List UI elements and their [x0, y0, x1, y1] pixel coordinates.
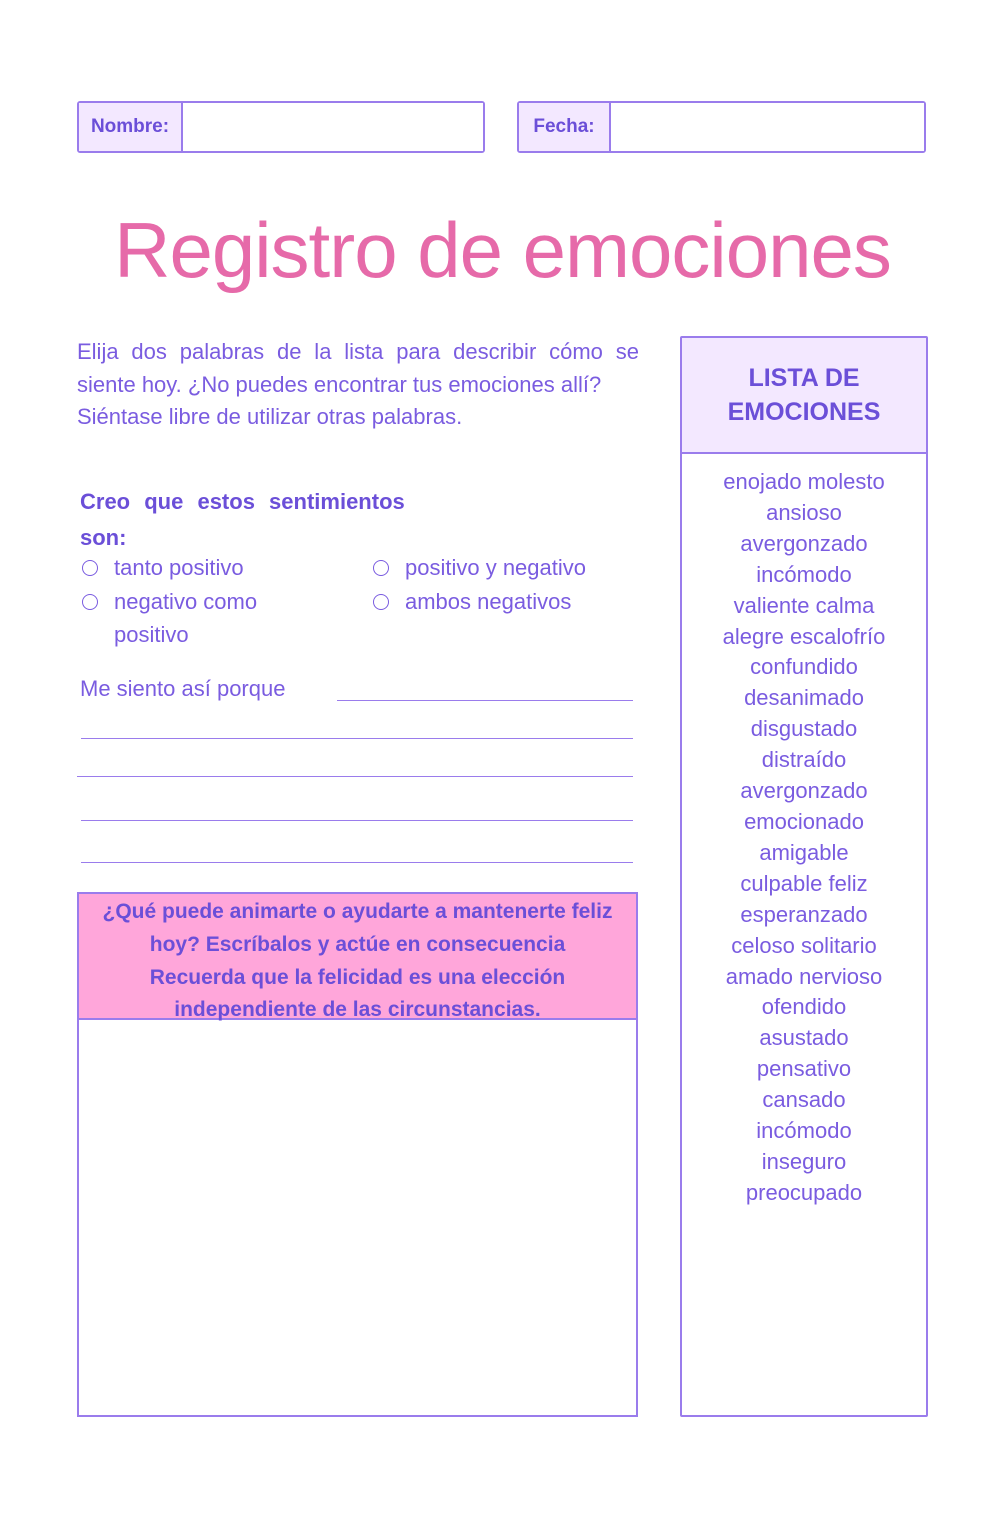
emotion-list-item: ofendido [761, 994, 847, 1020]
prompt-line: ¿Qué puede animarte o ayudarte a mantenerte feliz [102, 900, 613, 923]
instructions-note: Siéntase libre de utilizar otras palabras. [77, 404, 463, 429]
writing-line[interactable] [77, 776, 633, 777]
emotion-list-item: enojado molesto [723, 469, 885, 494]
option-negativo-como-positivo[interactable] [80, 585, 300, 651]
instructions-text: Elija dos palabras de la lista para describir cómo se siente hoy. ¿No puedes encontrar tus emociones allí? [77, 339, 639, 397]
date-input[interactable] [611, 103, 924, 151]
emotion-list-item: distraído [761, 747, 847, 773]
happiness-prompt [79, 894, 636, 1020]
radio-circle-icon[interactable] [373, 560, 389, 576]
emotion-list-item: celoso solitario [731, 932, 877, 958]
emotion-list-item: confundido [750, 654, 858, 680]
writing-line[interactable] [81, 738, 633, 739]
feelings-heading: Creo que estos sentimientos son: [80, 489, 405, 550]
emotion-list-item: alegre escalofrío [722, 623, 886, 649]
option-label: ambos negativos [405, 589, 572, 614]
emotion-list-item: amigable [759, 839, 849, 865]
option-label: negativo como positivo [114, 589, 258, 647]
emotion-list-item: avergonzado [740, 530, 868, 556]
emotion-list-panel [680, 336, 928, 1417]
emotion-list-item: culpable feliz [740, 870, 868, 896]
writing-line[interactable] [81, 862, 633, 863]
emotion-list-heading [682, 338, 926, 454]
radio-circle-icon[interactable] [82, 560, 98, 576]
option-label: positivo y negativo [405, 555, 586, 580]
emotion-list-item: pensativo [756, 1056, 852, 1082]
instructions [77, 336, 639, 434]
emotion-list-item: emocionado [744, 808, 864, 834]
option-ambos-negativos[interactable] [371, 585, 571, 618]
emotion-list [682, 454, 926, 1209]
date-field [517, 101, 926, 153]
radio-circle-icon[interactable] [373, 594, 389, 610]
emotion-list-item: ansioso [766, 499, 842, 525]
heading-line: EMOCIONES [727, 398, 881, 426]
emotion-list-item: esperanzado [740, 901, 868, 927]
emotion-list-item: amado nervioso [725, 963, 883, 989]
option-label: tanto positivo [114, 555, 244, 580]
emotion-list-item: cansado [762, 1087, 846, 1113]
because-label: Me siento así porque [80, 676, 286, 701]
emotion-list-item: desanimado [744, 685, 864, 711]
option-positivo-y-negativo[interactable] [371, 551, 586, 584]
emotion-list-item: valiente calma [733, 592, 875, 618]
writing-line[interactable] [81, 820, 633, 821]
happiness-answer-area[interactable] [79, 1020, 636, 1413]
name-input[interactable] [183, 103, 483, 151]
radio-circle-icon[interactable] [82, 594, 98, 610]
heading-line: LISTA DE [748, 364, 860, 392]
prompt-line: Recuerda que la felicidad es una elección [149, 965, 566, 989]
writing-line[interactable] [337, 700, 633, 701]
name-field [77, 101, 485, 153]
prompt-line: independiente de las circunstancias. [174, 998, 541, 1022]
prompt-line: hoy? Escríbalos y actúe en consecuencia [149, 932, 566, 956]
emotion-list-item: incómodo [756, 1118, 852, 1144]
emotion-list-item: disgustado [750, 716, 858, 742]
emotion-list-item: incómodo [756, 561, 852, 587]
emotion-list-item: asustado [759, 1025, 849, 1051]
happiness-box [77, 892, 638, 1417]
emotion-list-item: preocupado [745, 1179, 863, 1205]
name-label: Nombre: [79, 103, 183, 151]
emotion-list-item: inseguro [761, 1148, 847, 1174]
date-label: Fecha: [519, 103, 611, 151]
emotion-list-item: avergonzado [740, 778, 868, 804]
option-tanto-positivo[interactable] [80, 551, 244, 584]
page-title: Registro de emociones [114, 206, 891, 294]
